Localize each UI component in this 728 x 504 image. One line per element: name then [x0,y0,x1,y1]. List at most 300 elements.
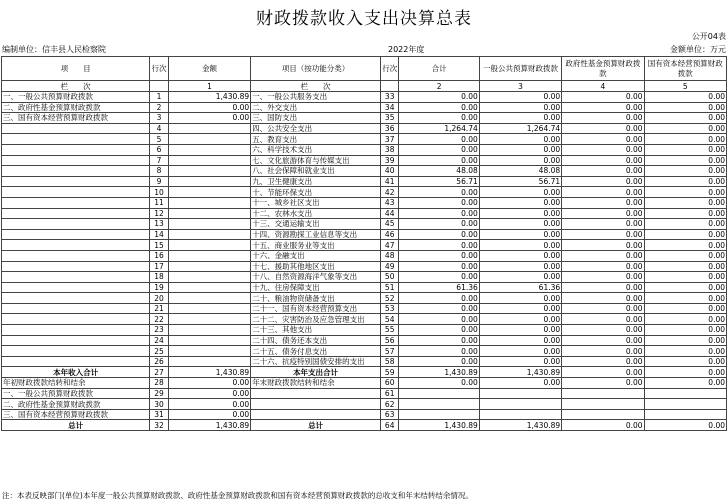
table-row [2,166,727,177]
column-index-cell: 4 [562,81,644,92]
table-cell: 0.00 [644,144,726,155]
table-cell: 0.00 [479,113,561,124]
table-cell [2,208,150,219]
table-cell: 二十四、债务还本支出 [251,335,381,346]
table-cell [2,229,150,240]
table-cell: 40 [380,166,399,177]
table-cell: 1,430.89 [479,420,561,431]
table-cell: 1 [150,92,169,103]
table-cell: 46 [380,229,399,240]
table-cell: 0.00 [644,240,726,251]
table-cell: 49 [380,261,399,272]
table-cell: 0.00 [168,378,250,389]
table-row [2,272,727,283]
table-cell: 0.00 [562,272,644,283]
table-cell: 36 [380,123,399,134]
table-cell: 47 [380,240,399,251]
table-cell: 0.00 [644,356,726,367]
table-cell: 0.00 [562,420,644,431]
table-cell [168,282,250,293]
table-cell: 0.00 [399,261,479,272]
column-index-row [2,81,727,92]
table-cell [168,197,250,208]
table-cell: 0.00 [562,335,644,346]
table-cell: 0.00 [479,92,561,103]
table-cell: 54 [380,314,399,325]
table-cell: 27 [150,367,169,378]
table-cell: 0.00 [562,314,644,325]
table-row [2,123,727,134]
table-cell: 52 [380,293,399,304]
table-cell [168,123,250,134]
table-cell: 0.00 [479,208,561,219]
table-cell [399,399,479,410]
table-cell: 48 [380,250,399,261]
table-cell: 51 [380,282,399,293]
table-cell [168,176,250,187]
table-cell [2,123,150,134]
table-cell: 三、国有资本经营预算财政拨款 [2,113,150,124]
table-cell: 0.00 [562,356,644,367]
table-cell [168,134,250,145]
table-cell [168,144,250,155]
table-row [2,113,727,124]
table-cell: 35 [380,113,399,124]
table-cell [168,219,250,230]
table-cell: 0.00 [644,303,726,314]
table-cell: 0.00 [644,102,726,113]
table-cell: 61 [380,388,399,399]
table-cell: 9 [150,176,169,187]
table-cell: 本年支出合计 [251,367,381,378]
table-cell [644,388,726,399]
table-cell: 九、卫生健康支出 [251,176,381,187]
page-title: 财政拨款收入支出决算总表 [256,9,472,29]
table-cell: 二十五、债务付息支出 [251,346,381,357]
table-cell [251,399,381,410]
table-cell: 十五、商业服务业等支出 [251,240,381,251]
table-cell: 55 [380,325,399,336]
table-cell: 0.00 [479,240,561,251]
table-row [2,282,727,293]
table-cell: 十二、农林水支出 [251,208,381,219]
table-cell [2,240,150,251]
table-cell: 0.00 [399,250,479,261]
table-cell: 0.00 [644,367,726,378]
header-seq: 行次 [150,57,169,81]
table-cell [168,155,250,166]
table-cell: 42 [380,187,399,198]
table-cell: 二十一、国有资本经营预算支出 [251,303,381,314]
table-cell: 总计 [251,420,381,431]
table-cell: 48.08 [479,166,561,177]
table-cell: 0.00 [562,92,644,103]
table-cell: 十三、交通运输支出 [251,219,381,230]
table-cell: 0.00 [562,378,644,389]
table-cell [2,250,150,261]
table-cell: 0.00 [644,420,726,431]
table-cell [2,303,150,314]
table-cell: 21 [150,303,169,314]
table-cell: 一、一般公共预算财政拨款 [2,388,150,399]
table-cell [2,261,150,272]
table-row [2,303,727,314]
table-cell: 28 [150,378,169,389]
table-cell [168,240,250,251]
table-cell: 0.00 [644,92,726,103]
table-cell: 0.00 [562,197,644,208]
table-cell: 50 [380,272,399,283]
table-cell: 0.00 [168,409,250,420]
table-cell: 八、社会保障和就业支出 [251,166,381,177]
table-cell: 0.00 [168,102,250,113]
table-cell: 四、公共安全支出 [251,123,381,134]
table-cell [2,197,150,208]
table-cell: 0.00 [562,229,644,240]
table-cell: 0.00 [644,155,726,166]
table-cell: 23 [150,325,169,336]
column-index-cell: 2 [399,81,479,92]
table-cell: 本年收入合计 [2,367,150,378]
table-cell: 25 [150,346,169,357]
table-cell: 30 [150,399,169,410]
table-cell: 0.00 [399,356,479,367]
table-cell [2,293,150,304]
table-cell [644,399,726,410]
table-cell: 1,430.89 [168,367,250,378]
final-accounts-table [1,56,727,431]
table-cell [168,208,250,219]
table-row [2,134,727,145]
table-cell: 0.00 [479,303,561,314]
table-cell: 0.00 [644,250,726,261]
table-cell: 0.00 [562,325,644,336]
table-cell: 0.00 [479,229,561,240]
table-cell: 1,430.89 [399,367,479,378]
table-cell: 0.00 [399,155,479,166]
table-cell: 0.00 [168,113,250,124]
table-cell: 0.00 [479,144,561,155]
table-cell: 0.00 [479,356,561,367]
table-row [2,367,727,378]
table-cell: 十一、城乡社区支出 [251,197,381,208]
table-cell: 0.00 [562,144,644,155]
table-cell: 0.00 [644,325,726,336]
table-row [2,346,727,357]
table-row [2,229,727,240]
table-cell [168,325,250,336]
table-cell: 31 [150,409,169,420]
table-cell: 41 [380,176,399,187]
table-cell [168,346,250,357]
table-cell: 2 [150,102,169,113]
table-cell: 0.00 [644,208,726,219]
table-cell: 三、国有资本经营预算财政拨款 [2,409,150,420]
header-general-budget: 一般公共预算财政拨款 [479,57,561,81]
table-cell [251,409,381,420]
column-index-cell: 5 [644,81,726,92]
table-cell: 0.00 [562,102,644,113]
table-cell [2,166,150,177]
table-row [2,187,727,198]
table-cell: 0.00 [479,102,561,113]
table-row [2,409,727,420]
table-cell: 3 [150,113,169,124]
table-cell: 0.00 [644,134,726,145]
header-row [2,57,727,81]
table-cell [2,219,150,230]
column-index-cell: 1 [168,81,250,92]
table-cell: 十七、援助其他地区支出 [251,261,381,272]
table-cell: 0.00 [644,197,726,208]
table-cell: 60 [380,378,399,389]
table-body [2,92,727,431]
table-cell [168,293,250,304]
table-cell: 1,430.89 [479,367,561,378]
table-cell: 0.00 [562,346,644,357]
table-cell: 0.00 [168,399,250,410]
table-cell: 29 [150,388,169,399]
table-cell: 0.00 [644,314,726,325]
table-cell: 48.08 [399,166,479,177]
fiscal-year: 2022年度 [388,45,425,54]
table-cell: 一、一般公共预算财政拨款 [2,92,150,103]
table-cell: 0.00 [562,166,644,177]
table-cell: 1,430.89 [399,420,479,431]
table-cell [168,187,250,198]
table-row [2,176,727,187]
footnote: 注：本表反映部门(单位)本年度一般公共预算财政拨款、政府性基金预算财政拨款和国有资本经营预算财政拨款的总收支和年末结转结余情况。 [2,491,473,500]
table-cell: 十八、自然资源海洋气象等支出 [251,272,381,283]
header-func-item: 项目（按功能分类） [251,57,381,81]
table-cell [562,388,644,399]
table-cell: 二十六、抗疫特别国债安排的支出 [251,356,381,367]
table-cell [2,325,150,336]
table-row [2,378,727,389]
table-cell: 37 [380,134,399,145]
table-cell: 0.00 [399,240,479,251]
table-cell: 19 [150,282,169,293]
table-cell [2,134,150,145]
table-cell: 0.00 [644,378,726,389]
table-cell: 0.00 [399,293,479,304]
column-index-cell [380,81,399,92]
table-cell: 一、一般公共服务支出 [251,92,381,103]
table-cell: 38 [380,144,399,155]
table-cell: 年末财政拨款结转和结余 [251,378,381,389]
table-cell: 0.00 [479,250,561,261]
table-cell: 0.00 [644,176,726,187]
table-cell: 15 [150,240,169,251]
table-row [2,325,727,336]
table-row [2,261,727,272]
table-cell: 63 [380,409,399,420]
table-cell: 17 [150,261,169,272]
table-cell: 12 [150,208,169,219]
table-cell [168,272,250,283]
table-row [2,92,727,103]
table-cell: 0.00 [399,314,479,325]
table-cell: 0.00 [399,208,479,219]
table-cell: 0.00 [479,219,561,230]
header-seq2: 行次 [380,57,399,81]
table-cell: 34 [380,102,399,113]
column-index-cell: 栏 次 [251,81,381,92]
table-cell: 0.00 [562,155,644,166]
table-cell: 16 [150,250,169,261]
table-cell: 0.00 [644,229,726,240]
table-cell [251,388,381,399]
table-cell: 64 [380,420,399,431]
table-cell: 0.00 [562,123,644,134]
table-cell: 32 [150,420,169,431]
table-cell: 43 [380,197,399,208]
table-row [2,240,727,251]
table-cell: 56 [380,335,399,346]
table-cell: 七、文化旅游体育与传媒支出 [251,155,381,166]
amount-unit: 金额单位：万元 [670,45,726,54]
table-cell [2,356,150,367]
table-cell: 10 [150,187,169,198]
table-cell [479,388,561,399]
table-cell: 二、政府性基金预算财政拨款 [2,102,150,113]
table-cell [168,335,250,346]
table-cell: 44 [380,208,399,219]
table-cell: 0.00 [562,303,644,314]
table-cell: 0.00 [479,261,561,272]
table-cell: 二十三、其他支出 [251,325,381,336]
table-cell [2,176,150,187]
table-cell: 0.00 [399,325,479,336]
table-row [2,399,727,410]
table-row [2,420,727,431]
table-cell [168,166,250,177]
table-cell: 十六、金融支出 [251,250,381,261]
table-cell: 0.00 [562,261,644,272]
table-row [2,356,727,367]
table-cell: 61.36 [479,282,561,293]
header-gov-fund: 政府性基金预算财政拨款 [562,57,644,81]
table-cell: 0.00 [399,219,479,230]
column-index-cell: 3 [479,81,561,92]
table-cell: 0.00 [644,272,726,283]
table-cell: 年初财政拨款结转和结余 [2,378,150,389]
table-cell: 20 [150,293,169,304]
table-cell: 0.00 [479,134,561,145]
table-cell: 十九、住房保障支出 [251,282,381,293]
table-cell: 0.00 [479,293,561,304]
table-cell: 0.00 [479,335,561,346]
table-cell: 0.00 [399,335,479,346]
table-row [2,293,727,304]
column-index-cell [150,81,169,92]
table-cell [399,409,479,420]
table-cell: 45 [380,219,399,230]
table-cell: 0.00 [479,272,561,283]
table-cell: 18 [150,272,169,283]
table-row [2,197,727,208]
table-cell: 0.00 [399,102,479,113]
table-cell: 0.00 [562,176,644,187]
table-row [2,335,727,346]
table-cell: 十四、资源勘探工业信息等支出 [251,229,381,240]
table-cell: 14 [150,229,169,240]
table-cell: 0.00 [399,134,479,145]
table-cell: 11 [150,197,169,208]
table-cell [2,314,150,325]
table-cell [562,409,644,420]
table-cell: 二、政府性基金预算财政拨款 [2,399,150,410]
table-cell: 0.00 [399,187,479,198]
table-cell [479,409,561,420]
table-cell: 0.00 [562,367,644,378]
table-cell [168,229,250,240]
table-cell: 53 [380,303,399,314]
table-cell: 39 [380,155,399,166]
table-cell: 0.00 [562,293,644,304]
table-cell: 0.00 [399,378,479,389]
table-cell: 三、国防支出 [251,113,381,124]
table-cell [479,399,561,410]
table-cell: 0.00 [479,187,561,198]
table-cell: 0.00 [562,282,644,293]
table-cell: 62 [380,399,399,410]
table-row [2,388,727,399]
table-cell: 0.00 [644,282,726,293]
table-cell: 0.00 [399,229,479,240]
table-cell: 57 [380,346,399,357]
table-cell: 0.00 [644,261,726,272]
table-cell: 0.00 [479,197,561,208]
table-cell: 13 [150,219,169,230]
table-cell: 61.36 [399,282,479,293]
table-cell: 1,264.74 [479,123,561,134]
table-cell: 22 [150,314,169,325]
table-cell: 8 [150,166,169,177]
table-cell: 总计 [2,420,150,431]
table-cell [168,314,250,325]
table-cell [562,399,644,410]
table-cell [168,356,250,367]
table-cell: 0.00 [399,113,479,124]
table-cell: 56.71 [479,176,561,187]
table-row [2,208,727,219]
table-cell: 1,430.89 [168,92,250,103]
table-cell: 0.00 [479,314,561,325]
table-cell [2,144,150,155]
table-cell: 26 [150,356,169,367]
table-cell: 二、外交支出 [251,102,381,113]
table-cell: 0.00 [399,303,479,314]
table-cell: 0.00 [399,144,479,155]
table-cell: 五、教育支出 [251,134,381,145]
table-row [2,155,727,166]
table-cell: 0.00 [562,208,644,219]
table-cell [2,335,150,346]
table-cell: 59 [380,367,399,378]
table-cell: 0.00 [399,346,479,357]
table-row [2,144,727,155]
table-row [2,219,727,230]
table-cell: 0.00 [479,325,561,336]
table-cell: 5 [150,134,169,145]
table-cell: 二十、粮油物资储备支出 [251,293,381,304]
reporting-unit: 编制单位：信丰县人民检察院 [2,45,106,54]
table-cell: 0.00 [644,293,726,304]
table-cell: 0.00 [644,166,726,177]
table-cell: 0.00 [399,92,479,103]
table-cell: 0.00 [644,346,726,357]
